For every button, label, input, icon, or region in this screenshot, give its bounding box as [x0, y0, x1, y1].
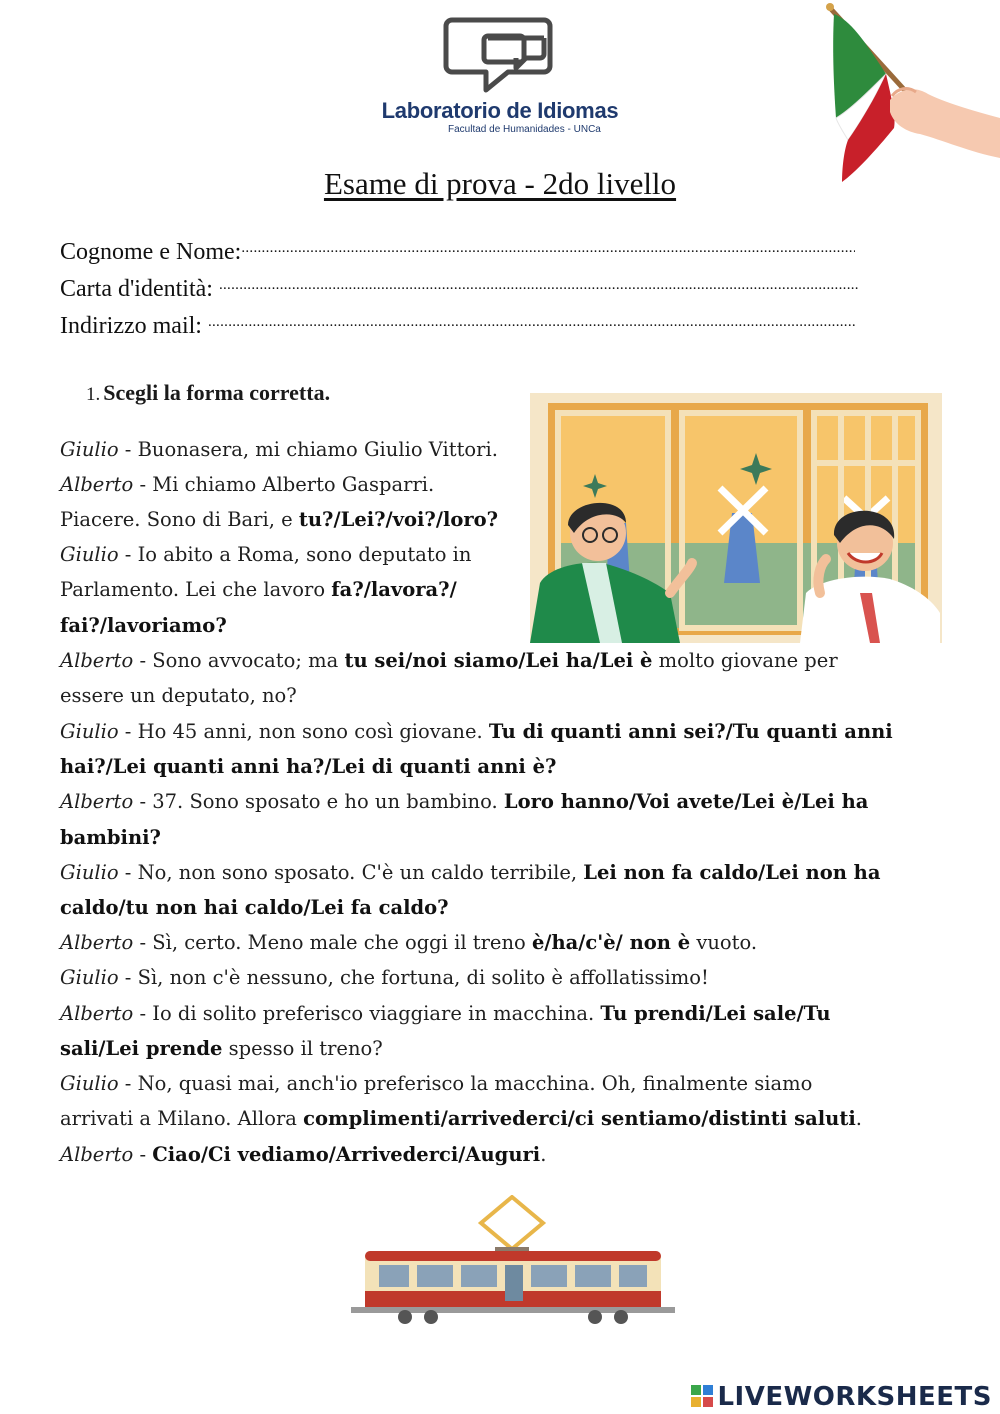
dialogue-text: molto giovane per [652, 649, 838, 672]
exercise-instruction: Scegli la forma corretta. [103, 380, 331, 405]
exercise-number: 1. [86, 384, 101, 405]
dialogue-line [60, 432, 498, 467]
speaker-alberto: Alberto [60, 1002, 134, 1025]
dialogue-line [60, 1101, 862, 1136]
dialogue-text: Piacere. Sono di Bari, e [60, 508, 299, 531]
dialogue-line [60, 855, 881, 890]
name-field[interactable] [60, 232, 855, 266]
dialogue-text: - Sì, certo. Meno male che oggi il treno [133, 931, 532, 954]
choice-options[interactable]: Loro hanno/Voi avete/Lei è/Lei ha [503, 790, 869, 813]
choice-options[interactable]: Lei non fa caldo/Lei non ha [583, 861, 881, 884]
dialogue-text: . [540, 1143, 547, 1166]
choice-options[interactable]: complimenti/arrivederci/ci sentiamo/distinti saluti [303, 1107, 856, 1130]
speaker-giulio: Giulio [60, 966, 119, 989]
speaker-alberto: Alberto [60, 931, 134, 954]
dialogue-line [60, 678, 297, 713]
dialogue-text: - [133, 1143, 153, 1166]
dialogue-line [60, 890, 449, 925]
dialogue-line [60, 749, 556, 784]
dialogue-text: arrivati a Milano. Allora [60, 1107, 304, 1130]
dialogue-text: - Ho 45 anni, non sono così giovane. [118, 720, 489, 743]
speaker-alberto: Alberto [60, 790, 134, 813]
tram-illustration [345, 1195, 680, 1335]
speaker-giulio: Giulio [60, 1072, 119, 1095]
dialogue-text: - No, non sono sposato. C'è un caldo terribile, [118, 861, 584, 884]
speaker-alberto: Alberto [60, 649, 134, 672]
logo-title: Laboratorio de Idiomas [381, 98, 619, 123]
liveworksheets-logo-icon [691, 1385, 713, 1407]
dialogue-line [60, 467, 434, 502]
speaker-giulio: Giulio [60, 543, 119, 566]
name-label: Cognome e Nome: [60, 239, 242, 265]
window-scene-illustration [530, 393, 942, 643]
logo-subtitle: Facultad de Humanidades - UNCa [448, 124, 601, 135]
mail-field[interactable] [60, 306, 870, 340]
dialogue-line [60, 820, 161, 855]
dialogue-text: - Mi chiamo Alberto Gasparri. [133, 473, 435, 496]
dialogue-line [60, 1031, 383, 1066]
dialogue-line [60, 960, 709, 995]
name-input-line[interactable] [241, 232, 855, 259]
speaker-alberto: Alberto [60, 473, 134, 496]
dialogue-text: . [855, 1107, 862, 1130]
dialogue-line [60, 784, 868, 819]
choice-options[interactable]: Ciao/Ci vediamo/Arrivederci/Auguri [152, 1143, 541, 1166]
dialogue-text: - Io abito a Roma, sono deputato in [118, 543, 472, 566]
choice-options[interactable]: Tu prendi/Lei sale/Tu [600, 1002, 831, 1025]
dialogue-line [60, 1137, 546, 1172]
dialogue-text: - 37. Sono sposato e ho un bambino. [133, 790, 504, 813]
speaker-giulio: Giulio [60, 861, 119, 884]
dialogue-text: - Buonasera, mi chiamo Giulio Vittori. [118, 438, 498, 461]
dialogue-text: - Sì, non c'è nessuno, che fortuna, di solito è affollatissimo! [118, 966, 709, 989]
institution-logo [380, 14, 620, 139]
italian-flag-illustration [820, 0, 1000, 190]
dialogue-line [60, 925, 757, 960]
speech-bubbles-icon [380, 14, 620, 98]
dialogue-text: spesso il treno? [222, 1037, 383, 1060]
dialogue-text: - Io di solito preferisco viaggiare in macchina. [133, 1002, 601, 1025]
choice-options[interactable]: caldo/tu non hai caldo/Lei fa caldo? [60, 896, 449, 919]
choice-options[interactable]: bambini? [60, 826, 161, 849]
dialogue-line [60, 714, 893, 749]
choice-options[interactable]: Tu di quanti anni sei?/Tu quanti anni [488, 720, 893, 743]
choice-options[interactable]: hai?/Lei quanti anni ha?/Lei di quanti anni è? [60, 755, 557, 778]
choice-options[interactable]: sali/Lei prende [60, 1037, 223, 1060]
page-title: Esame di prova - 2do livello [323, 166, 677, 201]
dialogue-line [60, 1066, 812, 1101]
mail-label: Indirizzo mail: [60, 313, 208, 339]
dialogue-line [60, 537, 471, 572]
dialogue-text: - No, quasi mai, anch'io preferisco la macchina. Oh, finalmente siamo [118, 1072, 813, 1095]
id-field[interactable] [60, 269, 859, 303]
mail-input-line[interactable] [208, 306, 870, 333]
dialogue-line [60, 643, 838, 678]
dialogue-line [60, 572, 457, 607]
dialogue-text: - Sono avvocato; ma [133, 649, 345, 672]
exercise-heading [86, 380, 330, 406]
speaker-alberto: Alberto [60, 1143, 134, 1166]
speaker-giulio: Giulio [60, 438, 119, 461]
dialogue-line [60, 502, 498, 537]
choice-options[interactable]: fa?/lavora?/ [331, 578, 457, 601]
choice-options[interactable]: tu sei/noi siamo/Lei ha/Lei è [344, 649, 653, 672]
liveworksheets-brand [691, 1382, 992, 1412]
id-label: Carta d'identità: [60, 276, 219, 302]
speaker-giulio: Giulio [60, 720, 119, 743]
choice-options[interactable]: fai?/lavoriamo? [60, 614, 227, 637]
dialogue-text: vuoto. [690, 931, 758, 954]
dialogue-line [60, 608, 227, 643]
choice-options[interactable]: è/ha/c'è/ non è [531, 931, 691, 954]
id-input-line[interactable] [219, 269, 859, 296]
dialogue-line [60, 996, 831, 1031]
choice-options[interactable]: tu?/Lei?/voi?/loro? [298, 508, 499, 531]
dialogue-text: essere un deputato, no? [60, 684, 297, 707]
dialogue-text: Parlamento. Lei che lavoro [60, 578, 332, 601]
brand-text: LIVEWORKSHEETS [717, 1382, 992, 1412]
